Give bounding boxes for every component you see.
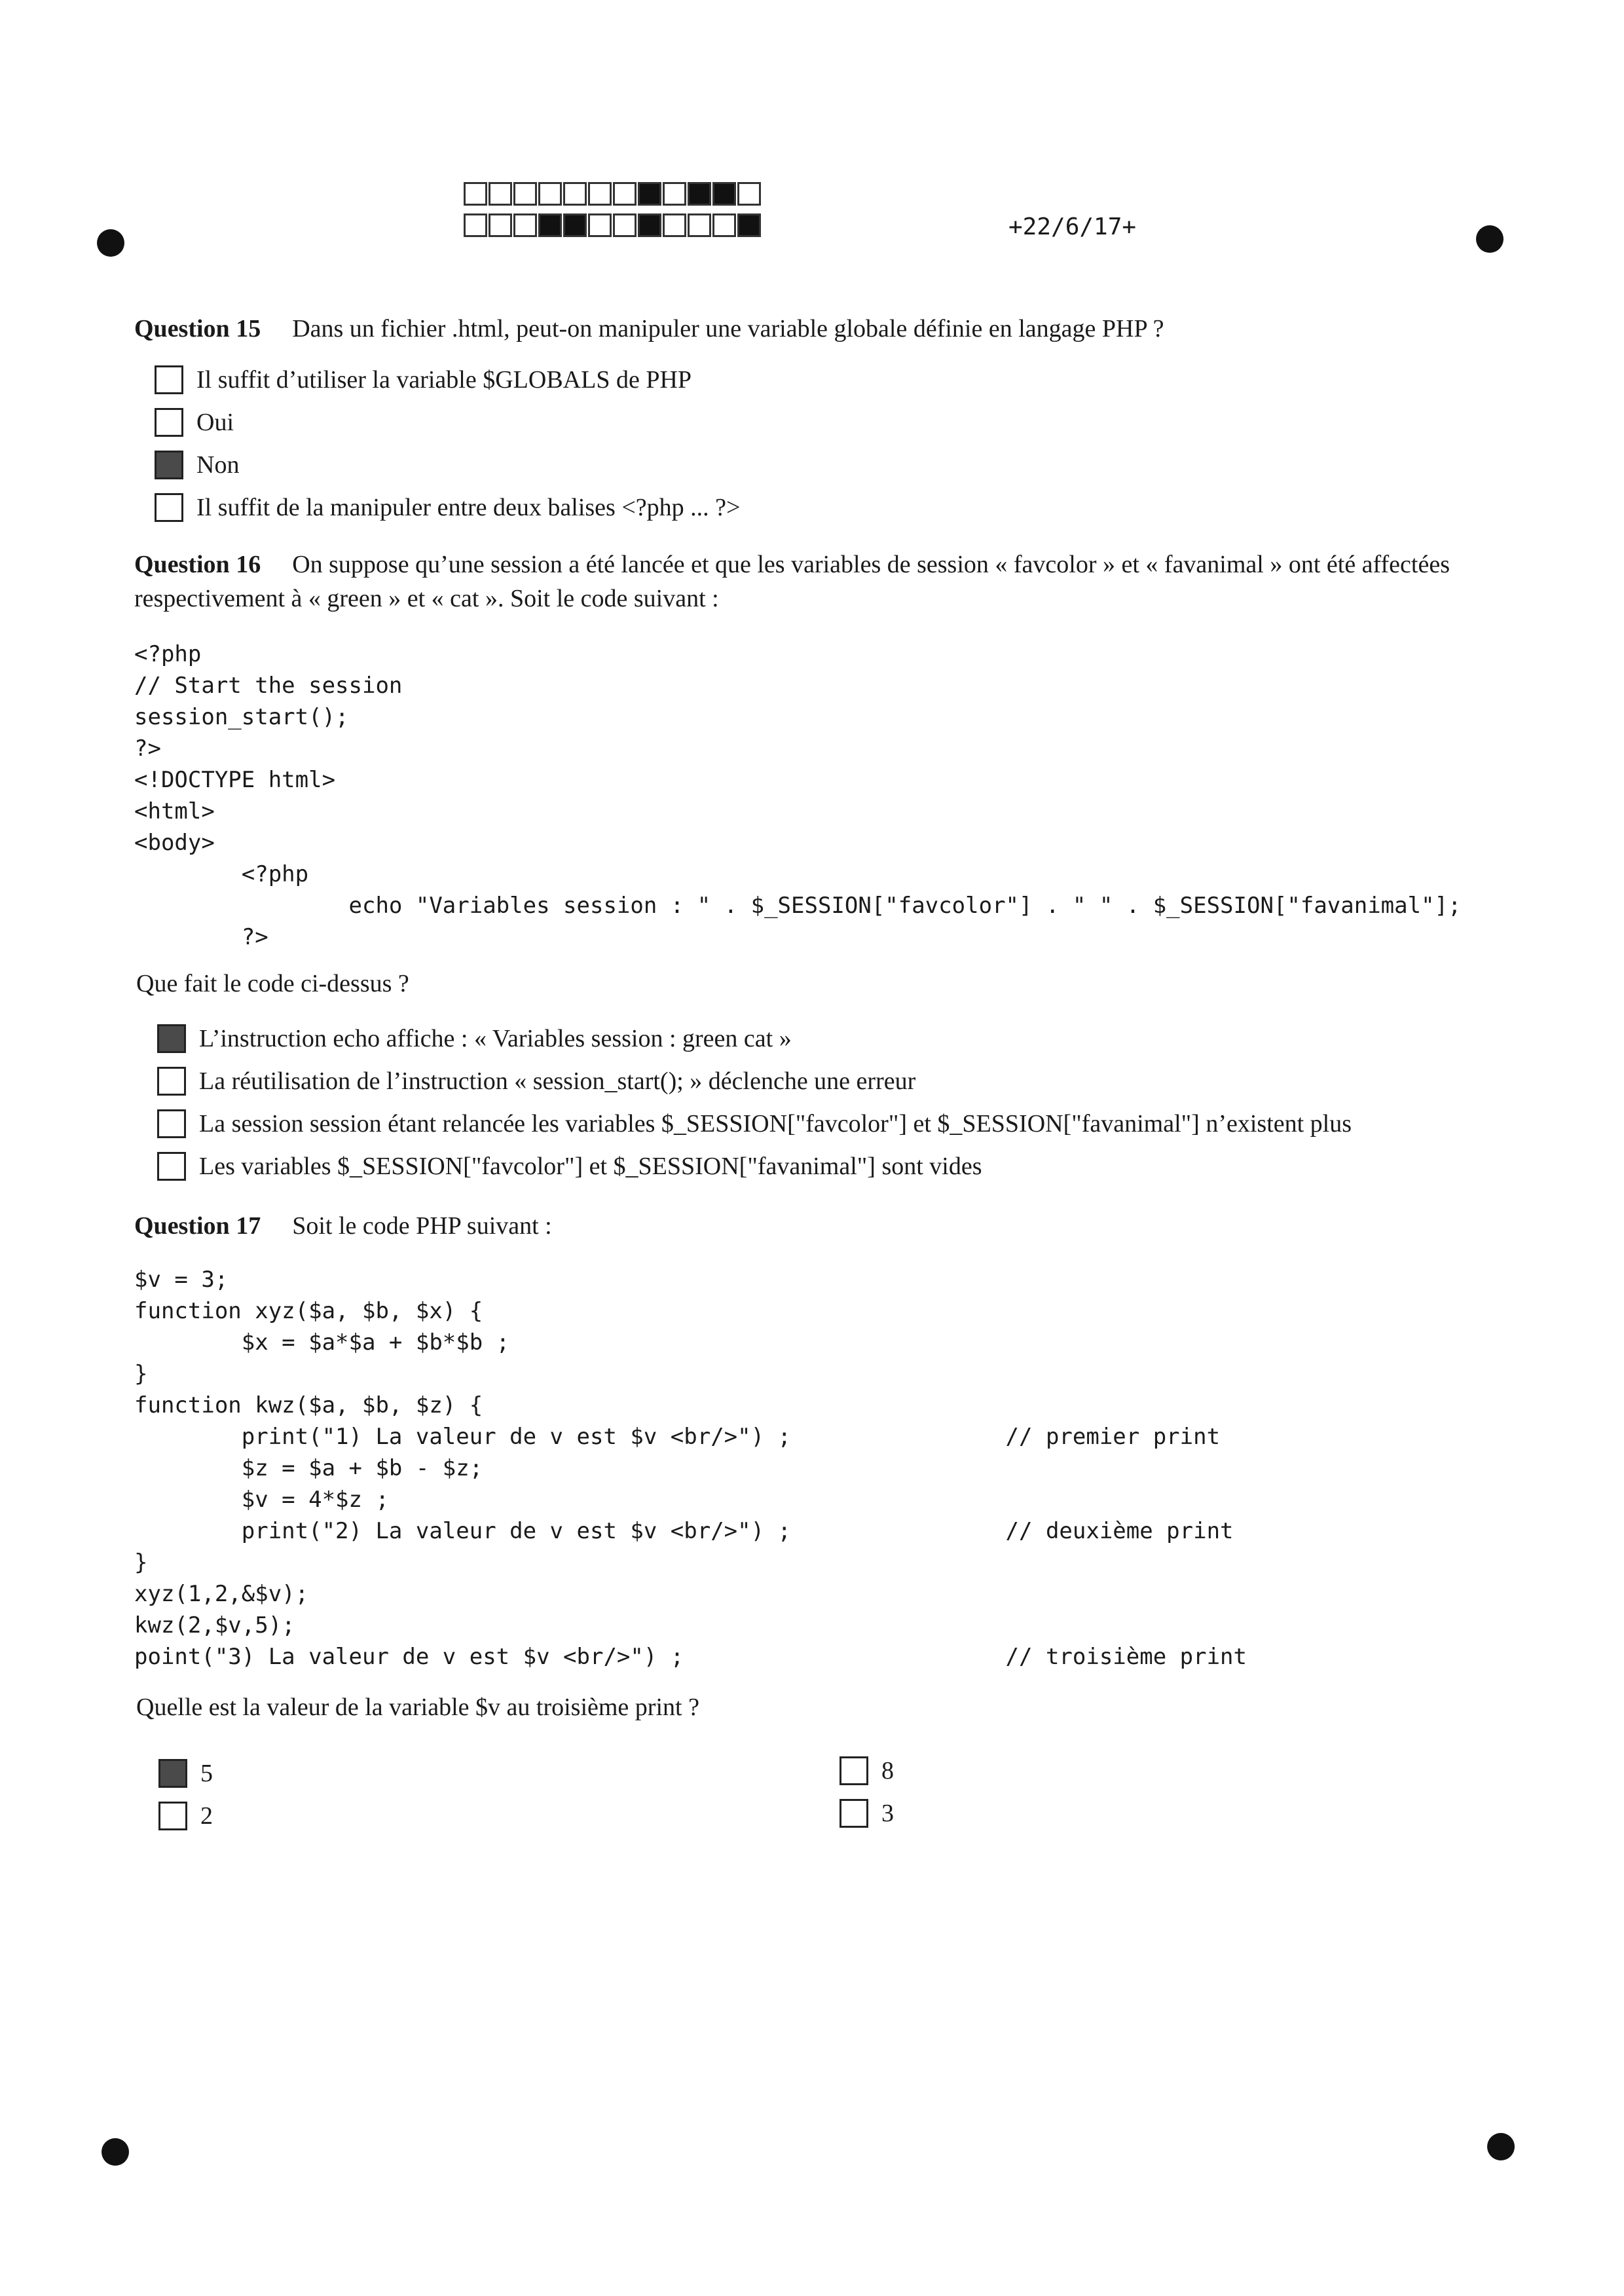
registration-mark-top-left (97, 229, 124, 257)
checkbox[interactable] (157, 1109, 186, 1138)
id-grid-cell (663, 213, 686, 237)
id-grid-cell (737, 213, 761, 237)
id-grid-cell (563, 182, 587, 206)
question-text: Soit le code PHP suivant : (292, 1212, 552, 1240)
page-code: +22/6/17+ (1008, 213, 1137, 240)
checkbox[interactable] (155, 408, 183, 437)
id-grid-cell (464, 213, 487, 237)
q16-option-4[interactable] (157, 1152, 982, 1181)
id-grid-cell (688, 182, 711, 206)
id-grid-cell (638, 213, 661, 237)
registration-mark-bottom-right (1487, 2133, 1515, 2160)
question-15-heading (134, 312, 1164, 346)
id-grid-row-2 (464, 213, 762, 237)
option-label: 2 (200, 1802, 213, 1830)
option-label: 8 (881, 1757, 894, 1785)
checkbox[interactable] (840, 1799, 868, 1828)
id-grid-cell (563, 213, 587, 237)
q15-option-3[interactable] (155, 451, 239, 479)
checkbox[interactable] (155, 365, 183, 394)
checkbox[interactable] (155, 451, 183, 479)
option-label: La réutilisation de l’instruction « session_start(); » déclenche une erreur (199, 1067, 916, 1095)
id-grid-cell (613, 213, 637, 237)
id-grid-cell (588, 213, 612, 237)
id-grid-row-1 (464, 182, 762, 206)
id-grid-cell (688, 213, 711, 237)
option-label: La session session étant relancée les variables $_SESSION["favcolor"] et $_SESSION["favanimal"] n’existent plus (199, 1110, 1352, 1138)
id-grid-cell (513, 182, 537, 206)
q16-option-3[interactable] (157, 1109, 1352, 1138)
checkbox[interactable] (840, 1756, 868, 1785)
checkbox[interactable] (157, 1067, 186, 1096)
id-grid-cell (638, 182, 661, 206)
id-grid-cell (489, 182, 512, 206)
id-grid-cell (538, 213, 562, 237)
question-number: Question 17 (134, 1212, 261, 1240)
id-grid-cell (513, 213, 537, 237)
option-label: 5 (200, 1760, 213, 1787)
checkbox[interactable] (158, 1759, 187, 1788)
checkbox[interactable] (157, 1024, 186, 1053)
question-number: Question 15 (134, 315, 261, 343)
option-label: Oui (196, 409, 234, 436)
registration-mark-top-right (1476, 225, 1504, 253)
id-grid-cell (538, 182, 562, 206)
q16-option-1[interactable] (157, 1024, 792, 1053)
q16-prompt: Que fait le code ci-dessus ? (136, 970, 409, 997)
q16-option-2[interactable] (157, 1067, 915, 1096)
id-grid-cell (712, 182, 736, 206)
id-grid-cell (613, 182, 637, 206)
checkbox[interactable] (158, 1802, 187, 1830)
registration-mark-bottom-left (101, 2138, 129, 2166)
checkbox[interactable] (155, 493, 183, 522)
q16-code-block: <?php // Start the session session_start(); ?> <!DOCTYPE html> <html> <body> <?php echo "Variables session : " . $_SESSION["favcolor"] . " " . $_SESSION["favanimal"]; ?> (134, 641, 1462, 950)
q17-prompt: Quelle est la valeur de la variable $v au troisième print ? (136, 1694, 699, 1721)
q15-option-4[interactable] (155, 493, 740, 522)
option-label: Il suffit d’utiliser la variable $GLOBALS de PHP (196, 366, 692, 394)
checkbox[interactable] (157, 1152, 186, 1181)
option-label: Non (196, 451, 240, 479)
question-16-heading (134, 547, 1483, 616)
q17-option-3[interactable] (840, 1756, 894, 1785)
id-grid-cell (663, 182, 686, 206)
q15-option-1[interactable] (155, 365, 692, 394)
q17-option-1[interactable] (158, 1759, 213, 1788)
q17-option-2[interactable] (158, 1802, 213, 1830)
option-label: Les variables $_SESSION["favcolor"] et $_SESSION["favanimal"] sont vides (199, 1153, 982, 1180)
q15-option-2[interactable] (155, 408, 234, 437)
question-number: Question 16 (134, 551, 261, 578)
question-17-heading (134, 1209, 552, 1243)
q17-option-4[interactable] (840, 1799, 894, 1828)
id-grid-cell (489, 213, 512, 237)
id-grid-cell (588, 182, 612, 206)
option-label: 3 (881, 1800, 894, 1827)
id-grid-cell (464, 182, 487, 206)
id-grid-cell (712, 213, 736, 237)
question-text: Dans un fichier .html, peut-on manipuler une variable globale définie en langage PHP ? (292, 315, 1164, 343)
id-grid-cell (737, 182, 761, 206)
option-label: L’instruction echo affiche : « Variables session : green cat » (199, 1025, 792, 1052)
question-text: On suppose qu’une session a été lancée et que les variables de session « favcolor » et « favanimal » ont été affectées respectivement à « green » et « cat ». Soit le code suivant : (134, 551, 1450, 612)
q17-code-block: $v = 3; function xyz($a, $b, $x) { $x = $a*$a + $b*$b ; } function kwz($a, $b, $z) { print("1) La valeur de v est $v <br/>") ; // premier print $z = $a + $b - $z; $v = 4*$z ; print("2) La valeur de v est $v <br/>") ; // deuxième print } xyz(1,2,&$v); kwz(2,$v,5); point("3) La valeur de v est $v <br/>") ; // troisième print (134, 1267, 1247, 1670)
option-label: Il suffit de la manipuler entre deux balises <?php ... ?> (196, 494, 741, 521)
